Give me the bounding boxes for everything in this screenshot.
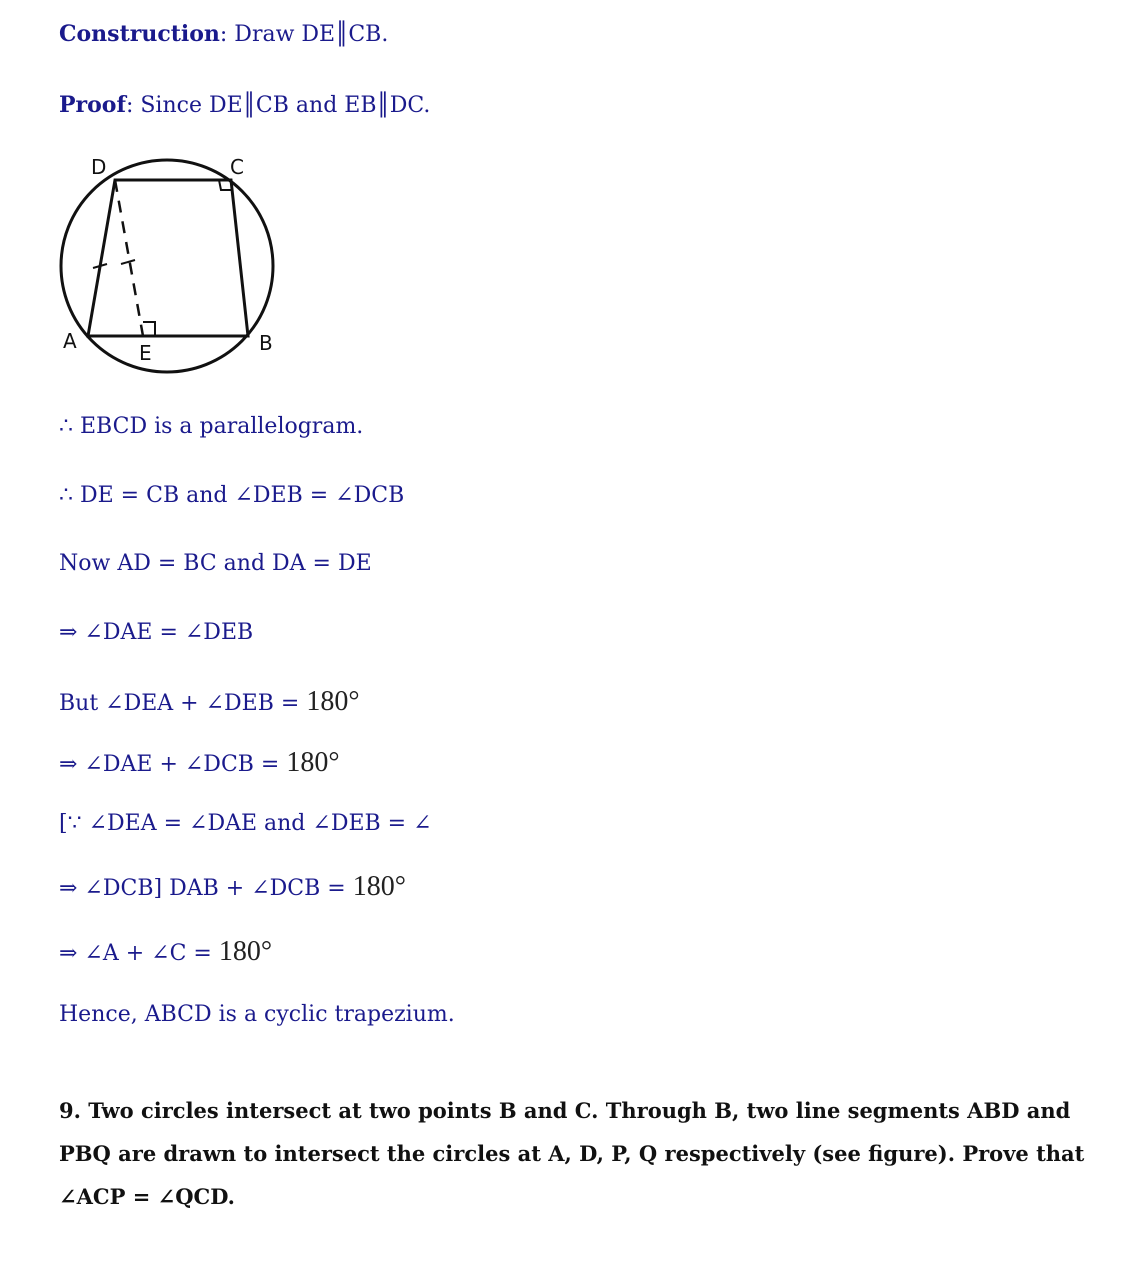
construction-line: [59, 20, 388, 49]
step-10: [59, 1001, 455, 1029]
question-line-3: ∠ACP = ∠QCD.: [59, 1184, 235, 1209]
step-8-degree: 180°: [352, 871, 406, 902]
question-9: [59, 1089, 1134, 1218]
step-7-text: [∵ ∠DEA = ∠DAE and ∠DEB = ∠: [59, 811, 432, 836]
question-line-1: 9. Two circles intersect at two points B and C. Through B, two line segments ABD and: [59, 1098, 1071, 1123]
step-2-text: ∴ DE = CB and ∠DEB = ∠DCB: [59, 483, 405, 508]
step-9: [59, 938, 272, 968]
trapezium-abcd: [88, 180, 248, 336]
label-d: D: [91, 155, 107, 179]
step-5: [59, 688, 360, 718]
step-7: [59, 810, 432, 838]
step-8: [59, 873, 406, 903]
construction-text: : Draw DE║CB.: [219, 22, 389, 47]
step-6-degree: 180°: [286, 747, 340, 778]
construction-label: Construction: [59, 21, 220, 47]
step-6-text: ⇒ ∠DAE + ∠DCB =: [59, 752, 287, 777]
tick-mark-de: [121, 260, 135, 264]
step-1: [59, 413, 363, 441]
step-8-text: ⇒ ∠DCB] DAB + ∠DCB =: [59, 876, 353, 901]
label-a: A: [63, 329, 77, 353]
proof-text: : Since DE║CB and EB║DC.: [125, 93, 431, 118]
segment-de: [115, 180, 143, 336]
label-c: C: [230, 155, 244, 179]
proof-label: Proof: [59, 92, 126, 118]
step-3: [59, 550, 372, 578]
step-4: [59, 619, 253, 647]
right-angle-mark-e: [143, 322, 155, 336]
step-1-text: ∴ EBCD is a parallelogram.: [59, 414, 364, 439]
proof-line: [59, 91, 430, 120]
step-3-text: Now AD = BC and DA = DE: [59, 551, 372, 576]
question-line-2: PBQ are drawn to intersect the circles at A, D, P, Q respectively (see figure). Prove that: [59, 1141, 1085, 1166]
step-10-text: Hence, ABCD is a cyclic trapezium.: [59, 1002, 455, 1027]
step-9-text: ⇒ ∠A + ∠C =: [59, 941, 219, 966]
step-9-degree: 180°: [218, 936, 273, 967]
step-2: [59, 482, 404, 510]
step-5-text: But ∠DEA + ∠DEB =: [59, 691, 307, 716]
step-6: [59, 749, 340, 779]
step-4-text: ⇒ ∠DAE = ∠DEB: [59, 620, 254, 645]
cyclic-trapezium-figure: [55, 150, 285, 380]
step-5-degree: 180°: [306, 686, 360, 717]
label-e: E: [139, 341, 152, 365]
label-b: B: [259, 331, 273, 355]
